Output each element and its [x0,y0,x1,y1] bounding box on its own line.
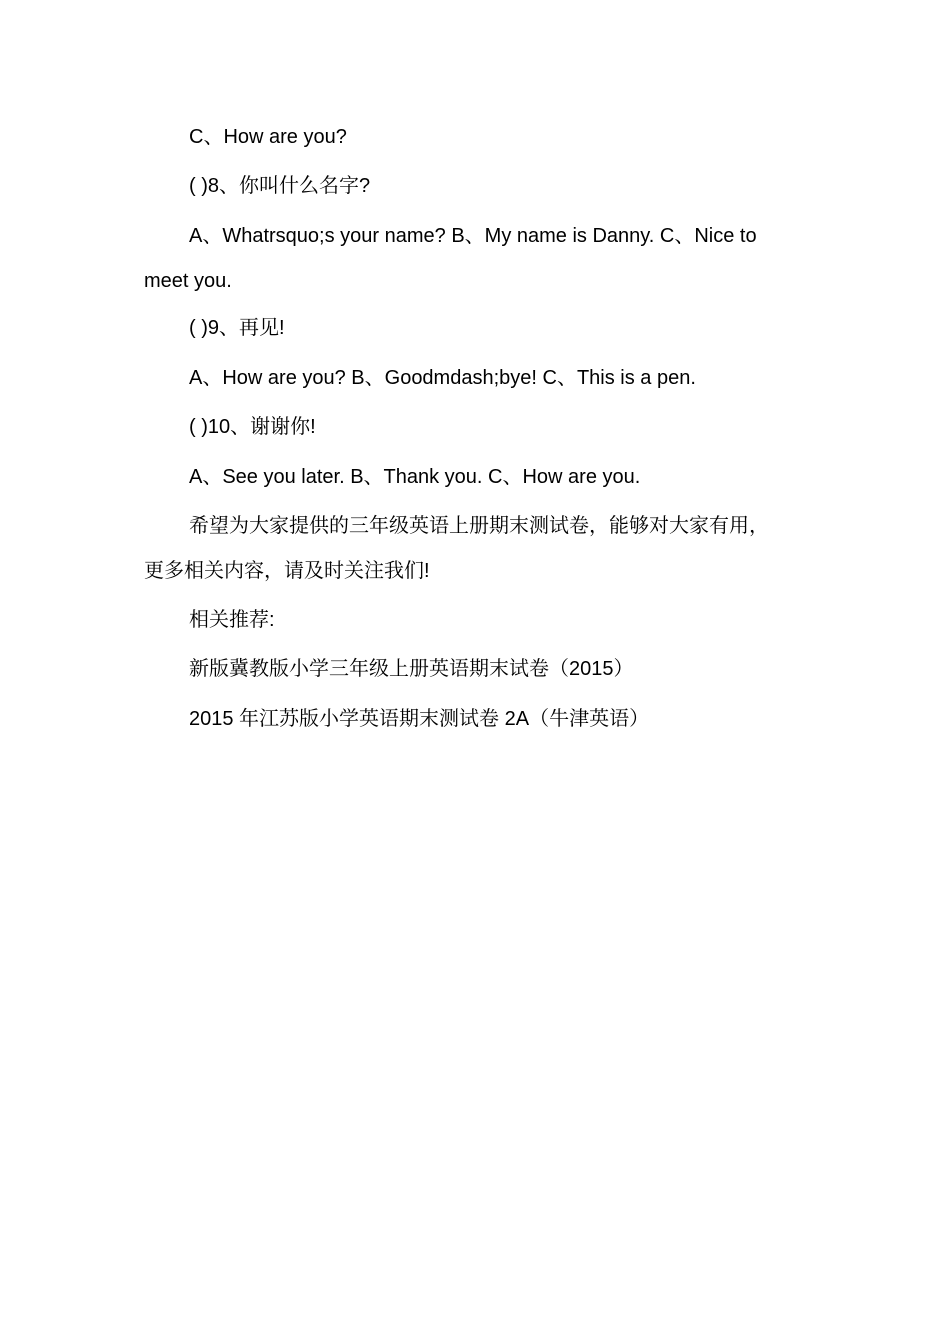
closing-line1: 希望为大家提供的三年级英语上册期末测试卷，能够对大家有用， [189,515,769,537]
related-link[interactable]: 新版冀教版小学三年级上册英语期末试卷（2015） [189,658,634,680]
related-link[interactable]: 2015 年江苏版小学英语期末测试卷 2A（牛津英语） [189,708,650,730]
related-heading: 相关推荐: [189,609,275,631]
q10-options: A、See you later. B、Thank you. C、How are you. [189,466,641,488]
q8-options-line2: meet you. [144,270,232,292]
q8-prompt: ( )8、你叫什么名字? [189,175,371,197]
closing-line2: 更多相关内容，请及时关注我们! [144,560,430,582]
q8-options-line1: A、Whatrsquo;s your name? B、My name is Danny. C、Nice to [189,225,757,247]
q9-prompt: ( )9、再见! [189,317,285,339]
q7-option-c: C、How are you? [189,126,347,148]
q9-options: A、How are you? B、Goodmdash;bye! C、This is a pen. [189,367,696,389]
q10-prompt: ( )10、谢谢你! [189,416,316,438]
